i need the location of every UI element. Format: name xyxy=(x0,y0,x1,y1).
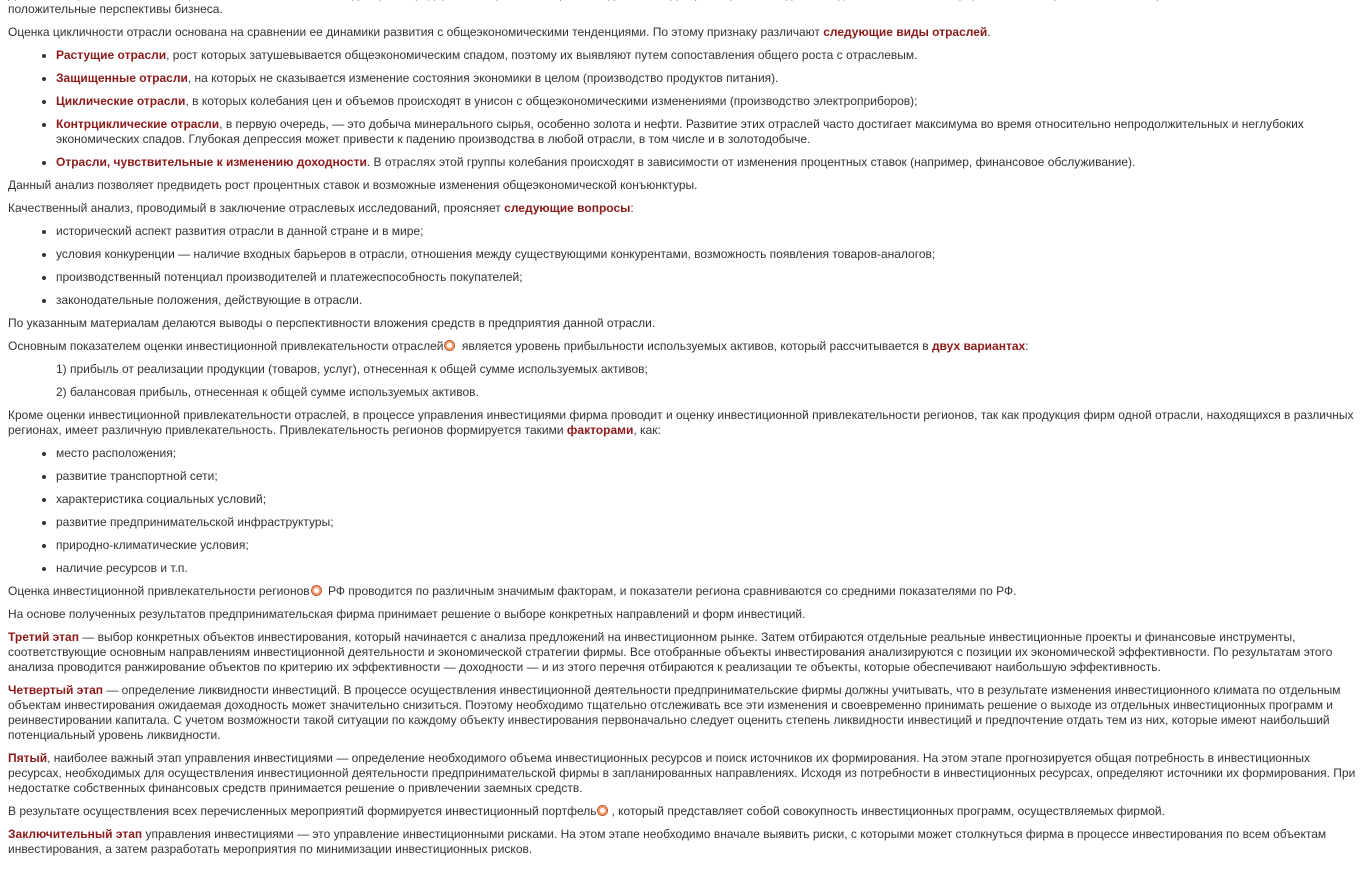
list-item: • законодательные положения, действующие в отрасли. xyxy=(56,293,1360,308)
final-stage-paragraph: Заключительный этап управления инвестициями — это управление инвестиционными рисками. На этом этапе необходимо вначале выявить риски, с которыми может столкнуться фирма в процессе инвестирования по всем объектам инвестирования, а затем разработать мероприятия по минимизации инвестиционных рисков. xyxy=(8,827,1327,856)
conclusions-paragraph: По указанным материалам делаются выводы о перспективности вложения средств в предприятия данной отрасли. xyxy=(8,316,656,330)
intro-line-1 xyxy=(8,0,1243,1)
list-item: • исторический аспект развития отрасли в данной стране и в мире; xyxy=(56,224,1360,239)
two-variants-link[interactable]: двух вариантах xyxy=(931,339,1026,353)
sector-types-link[interactable]: следующие виды отраслей xyxy=(823,25,988,39)
analysis-note: Данный анализ позволяет предвидеть рост процентных ставок и возможные изменения общеэкономической конъюнктуры. xyxy=(8,178,698,192)
term-rate-sensitive: Отрасли, чувствительные к изменению доходности xyxy=(56,155,367,169)
list-item: • развитие транспортной сети; xyxy=(56,469,1360,484)
term-protected: Защищенные отрасли xyxy=(56,71,188,85)
variant-1: 1) прибыль от реализации продукции (товаров, услуг), отнесенная к общей сумме используемых активов; xyxy=(56,362,648,376)
intro-line-2: положительные перспективы бизнеса. xyxy=(8,2,223,16)
region-eval-paragraph: Оценка инвестиционной привлекательности регионов РФ проводится по различным значимым факторам, и показатели региона сравниваются со средними показателями по РФ. xyxy=(8,584,1017,598)
decision-paragraph: На основе полученных результатов предпринимательская фирма принимает решение о выборе конкретных направлений и форм инвестиций. xyxy=(8,607,806,621)
list-item: • Циклические отрасли, в которых колебания цен и объемов происходят в унисон с общеэкономическими изменениями (производство электроприборов); xyxy=(56,94,1360,109)
questions-link[interactable]: следующие вопросы xyxy=(504,201,631,215)
main-indicator-paragraph: Основным показателем оценки инвестиционной привлекательности отраслей является уровень прибыльности используемых активов, который рассчитывается в двух вариантах: xyxy=(8,339,1029,353)
term-cyclic: Циклические отрасли xyxy=(56,94,186,108)
questions-list xyxy=(8,224,1360,308)
list-item: • Отрасли, чувствительные к изменению доходности. В отраслях этой группы колебания происходят в зависимости от изменения процентных ставок (например, финансовое обслуживание). xyxy=(56,155,1360,170)
stage5-paragraph: Пятый, наиболее важный этап управления инвестициями — определение необходимого объема инвестиционных ресурсов и поиск источников их формирования. На этом этапе прогнозируется общая потребность в инвестиционных ресурсах, необходимых для осуществления инвестиционной деятельности предпринимательской фирмы в запланированных направлениях. Исходя из потребности в инвестиционных ресурсах, определяют источники их формирования. При недостатке собственных финансовых средств принимается решение о привлечении заемных средств. xyxy=(8,751,1356,795)
list-item: • место расположения; xyxy=(56,446,1360,461)
cyclic-paragraph: Оценка цикличности отрасли основана на сравнении ее динамики развития с общеэкономическими тенденциями. По этому признаку различают следующие виды отраслей. xyxy=(8,25,991,39)
region-attractiveness-link[interactable]: инвестиционной привлекательности регионов xyxy=(52,584,310,598)
list-item: • природно-климатические условия; xyxy=(56,538,1360,553)
qualitative-paragraph: Качественный анализ, проводимый в заключение отраслевых исследований, проясняет следующие вопросы: xyxy=(8,201,634,215)
variant-2: 2) балансовая прибыль, отнесенная к общей сумме используемых активов. xyxy=(56,385,479,399)
final-stage-term: Заключительный этап xyxy=(8,827,143,841)
cyclic-text: Оценка цикличности отрасли основана на сравнении ее динамики развития с общеэкономическими тенденциями. По этому признаку различают xyxy=(8,25,824,39)
list-item: • наличие ресурсов и т.п. xyxy=(56,561,1360,576)
gear-icon[interactable] xyxy=(597,805,608,816)
stage3-paragraph: Третий этап — выбор конкретных объектов инвестирования, который начинается с анализа предложений на инвестиционном рынке. Затем отбираются отдельные реальные инвестиционные проекты и финансовые инструменты, соответствующие основным направлениям инвестиционной деятельности и экономической стратегии фирмы. Все отобранные объекты инвестирования анализируются с позиции их экономической эффективности. По результатам этого анализа проводится ранжирование объектов по критерию их эффективности — доходности — и из этого перечня отбираются к реализации те объекты, которые обеспечивают наибольшую эффективность. xyxy=(8,630,1333,674)
gear-icon[interactable] xyxy=(444,340,455,351)
factors-list xyxy=(8,446,1360,576)
list-item: • условия конкуренции — наличие входных барьеров в отрасли, отношения между существующими конкурентами, возможность появления товаров-аналогов; xyxy=(56,247,1360,262)
sector-attractiveness-link[interactable]: инвестиционной привлекательности отраслей xyxy=(185,339,444,353)
stage3-term: Третий этап xyxy=(8,630,79,644)
list-item: • Растущие отрасли, рост которых затушевывается общеэкономическим спадом, поэтому их выявляют путем сопоставления общего роста с отраслевым. xyxy=(56,48,1360,63)
list-item: • Защищенные отрасли, на которых не сказывается изменение состояния экономики в целом (производство продуктов питания). xyxy=(56,71,1360,86)
list-item: • производственный потенциал производителей и платежеспособность покупателей; xyxy=(56,270,1360,285)
term-countercyclic: Контрциклические отрасли xyxy=(56,117,220,131)
stage4-paragraph: Четвертый этап — определение ликвидности инвестиций. В процессе осуществления инвестиционной деятельности предпринимательские фирмы должны учитывать, что в результате изменения инвестиционного климата по отдельным объектам инвестирования ожидаемая доходность может значительно снизиться. Поэтому необходимо тщательно отслеживать все эти изменения и своевременно принимать решение о выходе из отдельных инвестиционных программ и реинвестировании капитала. С учетом возможности такой ситуации по каждому объекту инвестирования первоначально следует оценить степень ликвидности инвестиций и предпочтение отдать тем из них, которые имеют наибольший потенциальный уровень ликвидности. xyxy=(8,683,1341,742)
term-growing: Растущие отрасли xyxy=(56,48,167,62)
list-item: • Контрциклические отрасли, в первую очередь, — это добыча минерального сырья, особенно золота и нефти. Развитие этих отраслей часто достигает максимума во время относительно непродолжительных и неглубоких экономических спадов. Глубокая депрессия может привести к падению производства в любой отрасли, в том числе и в золотодобыче. xyxy=(56,117,1360,147)
stage4-term: Четвертый этап xyxy=(8,683,103,697)
list-item: • развитие предпринимательской инфраструктуры; xyxy=(56,515,1360,530)
regions-paragraph: Кроме оценки инвестиционной привлекательности отраслей, в процессе управления инвестициями фирма проводит и оценку инвестиционной привлекательности регионов, так как продукция фирм одной отрасли, находящихся в различных регионах, имеет различную привлекательность. Привлекательность регионов формируется такими факторами, как: xyxy=(8,408,1354,437)
list-item: • характеристика социальных условий; xyxy=(56,492,1360,507)
stage5-term: Пятый xyxy=(8,751,48,765)
gear-icon[interactable] xyxy=(311,585,322,596)
sector-types-list xyxy=(8,48,1360,170)
portfolio-link[interactable]: инвестиционный портфель xyxy=(445,804,597,818)
portfolio-paragraph: В результате осуществления всех перечисленных мероприятий формируется инвестиционный портфель , который представляет собой совокупность инвестиционных программ, осуществляемых фирмой. xyxy=(8,804,1165,818)
intro-paragraph xyxy=(8,0,1360,17)
factors-link[interactable]: факторами xyxy=(566,423,634,437)
